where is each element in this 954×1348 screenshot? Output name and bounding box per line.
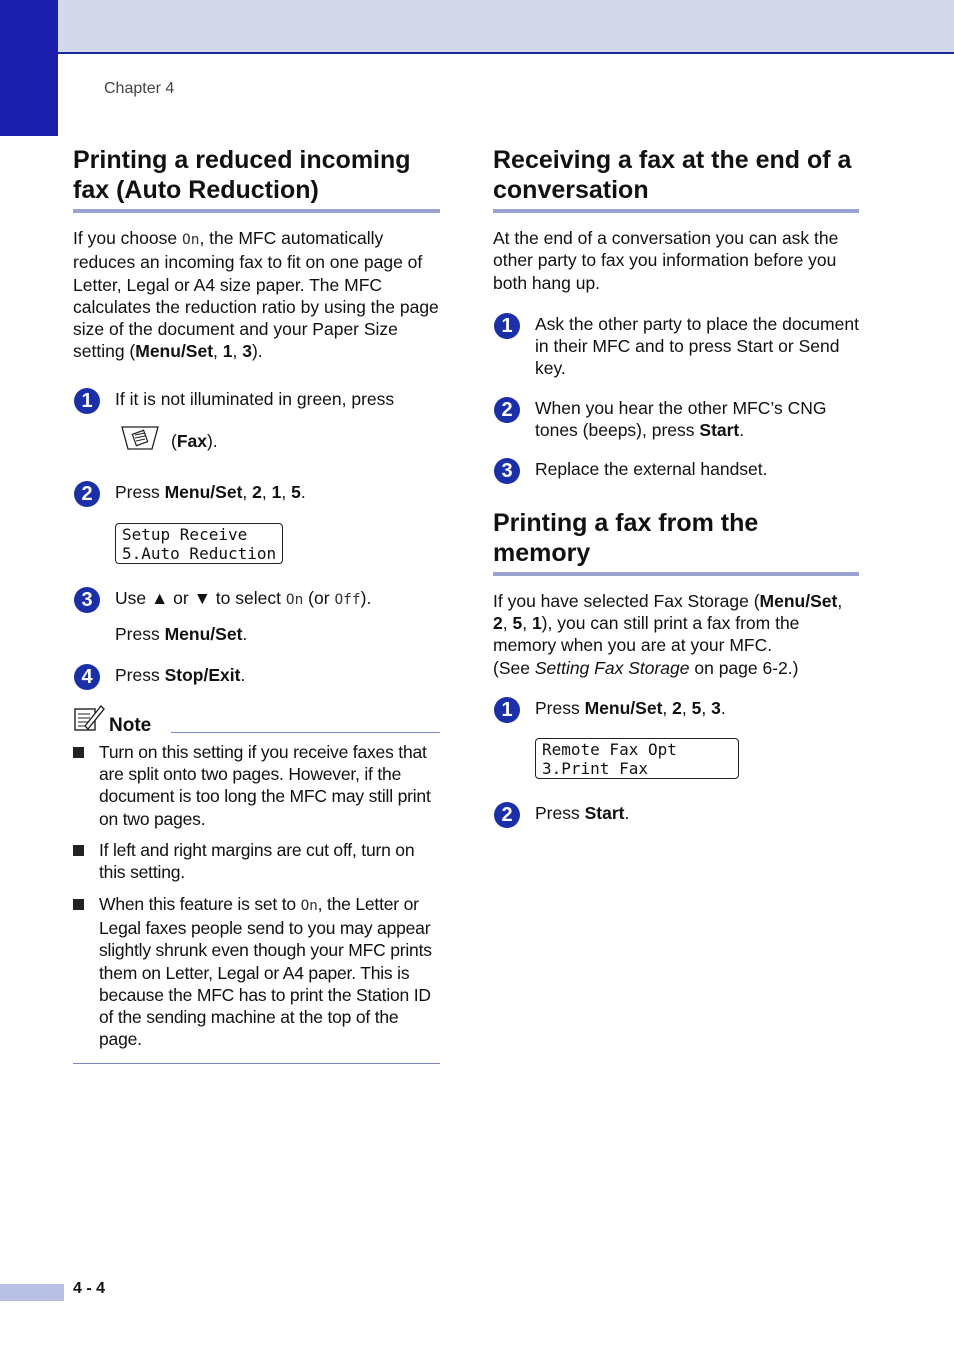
text: , the MFC automatically reduces an incoming fax to fit on one page of Letter, Legal or A4 size paper. The MFC calculates the reduction ratio by using the page size of the document and your Paper Size setting (	[73, 228, 439, 362]
section-title-receive-end-conversation	[493, 145, 859, 213]
chapter-label: Chapter 4	[104, 80, 175, 97]
key-menu-set: Menu/Set	[164, 482, 243, 503]
note-pencil-icon	[73, 704, 105, 737]
text: ,	[502, 612, 513, 633]
text: or	[168, 587, 194, 608]
key-start: Start	[584, 803, 625, 824]
step-2	[493, 397, 859, 442]
title-line: conversation	[493, 176, 649, 204]
text: on page 6-2.)	[689, 657, 799, 678]
step-3	[493, 458, 859, 483]
note-item	[73, 741, 440, 830]
step-text: If it is not illuminated in green, press	[115, 388, 395, 409]
intro-paragraph	[493, 590, 859, 679]
text: (or	[303, 587, 335, 608]
intro-paragraph	[73, 227, 440, 363]
text: ,	[242, 482, 253, 503]
title-line: fax (Auto Reduction)	[73, 176, 319, 204]
key-menu-set: Menu/Set	[135, 341, 214, 362]
key: 1	[531, 612, 542, 633]
text: ,	[261, 482, 272, 503]
text: ,	[681, 697, 692, 718]
step-number: 1	[494, 697, 520, 723]
text: ,	[662, 697, 673, 718]
key: 2	[493, 612, 503, 633]
text: .	[240, 664, 246, 685]
text: ,	[837, 590, 843, 611]
text: If you have selected Fax Storage (	[493, 590, 760, 611]
code-on: On	[300, 897, 318, 914]
step-number: 1	[494, 313, 520, 339]
text: Press	[115, 624, 165, 645]
title-line: memory	[493, 538, 591, 567]
text: .	[720, 697, 726, 718]
key: 5	[691, 697, 702, 718]
lcd-line: Remote Fax Opt	[542, 740, 677, 760]
text: ,	[701, 697, 712, 718]
key-menu-set: Menu/Set	[164, 624, 243, 645]
bullet-square-icon	[73, 845, 84, 856]
step-text: Replace the external handset.	[535, 459, 768, 480]
step-4	[73, 664, 440, 686]
step-1	[493, 697, 859, 780]
section-title-print-from-memory	[493, 508, 859, 576]
intro-paragraph: At the end of a conversation you can ask the other party to fax you information before you both hang up.	[493, 228, 839, 293]
step-3	[73, 587, 440, 646]
key: 5	[291, 482, 301, 503]
note-item	[73, 893, 440, 1051]
up-arrow-icon: ▲	[150, 587, 169, 608]
step-number: 2	[74, 481, 100, 507]
text: (See	[493, 657, 535, 678]
text: to select	[210, 587, 286, 608]
title-line: Printing a fax from the	[493, 508, 759, 537]
text: ), you can still print a fax from the memory when you are at your MFC.	[493, 612, 800, 656]
lcd-wrap	[535, 738, 859, 779]
fax-key-row	[115, 424, 440, 457]
note-header	[73, 704, 440, 737]
title-line: Receiving a fax at the end of a	[493, 146, 852, 174]
lcd-line: Setup Receive	[122, 524, 248, 544]
key: 1	[222, 341, 233, 362]
text: .	[300, 482, 306, 503]
code-on: On	[285, 591, 304, 608]
title-line: Printing a reduced incoming	[73, 146, 411, 174]
text: If you choose	[73, 228, 182, 248]
text: Use	[115, 587, 151, 608]
step-1	[493, 313, 859, 380]
text: ).	[360, 587, 372, 608]
footer-bar	[0, 1284, 64, 1301]
step-1	[73, 388, 440, 458]
key-menu-set: Menu/Set	[759, 590, 838, 611]
note-rule	[171, 732, 440, 733]
page-number: 4 - 4	[73, 1280, 106, 1297]
step-number: 2	[494, 397, 520, 423]
text: ).	[251, 341, 263, 362]
text: If left and right margins are cut off, turn on this setting.	[99, 840, 415, 883]
cross-reference: Setting Fax Storage	[534, 657, 690, 678]
text: .	[739, 420, 745, 441]
text: Turn on this setting if you receive faxes that are split onto two pages. However, if the document is too long the MFC may still print on two pages.	[99, 741, 431, 829]
step-2	[493, 802, 859, 827]
text: .	[624, 803, 630, 824]
key: 2	[252, 482, 262, 503]
lcd-line: 3.Print Fax	[542, 759, 648, 779]
left-column	[73, 145, 440, 1064]
text: Press	[535, 697, 585, 718]
text: Press	[535, 803, 585, 824]
fax-key-icon	[119, 424, 161, 457]
key-stop-exit: Stop/Exit	[164, 664, 241, 685]
text: When this feature is set to	[99, 893, 301, 914]
key: 2	[672, 697, 682, 718]
text: ,	[281, 482, 292, 503]
step-number: 3	[74, 587, 100, 613]
section-title-auto-reduction	[73, 145, 440, 213]
text: .	[242, 624, 248, 645]
step-number: 2	[494, 802, 520, 828]
key-fax: Fax	[176, 430, 207, 451]
step-number: 1	[74, 388, 100, 414]
bullet-square-icon	[73, 899, 84, 910]
right-column	[493, 145, 859, 825]
header-band	[0, 0, 954, 54]
text: Press	[115, 664, 165, 685]
text: (	[171, 430, 177, 451]
note-item	[73, 839, 440, 884]
code-on: On	[181, 232, 200, 248]
key: 5	[512, 612, 523, 633]
code-off: Off	[334, 591, 361, 608]
step-2	[73, 481, 440, 564]
lcd-line: 5.Auto Reduction	[122, 543, 277, 563]
lcd-wrap	[115, 523, 440, 564]
lcd-display	[115, 523, 283, 564]
step-text: Ask the other party to place the document in their MFC and to press Start or Send key.	[535, 313, 859, 379]
step-number: 4	[74, 664, 100, 690]
bullet-square-icon	[73, 747, 84, 758]
key: 3	[242, 341, 252, 362]
key: 3	[711, 697, 721, 718]
note-title: Note	[109, 714, 152, 736]
text: , the Letter or Legal faxes people send to you may appear slightly shrunk even though your MFC prints them on Letter, Legal or A4 paper. This is because the MFC has to print the Station ID of the sending machine at the top of the page.	[99, 893, 432, 1050]
note-end-rule	[73, 1063, 440, 1064]
text: ).	[206, 430, 218, 451]
chapter-tab-marker	[0, 0, 58, 136]
text: Press	[115, 482, 165, 503]
key-start: Start	[699, 420, 740, 441]
key-menu-set: Menu/Set	[584, 697, 663, 718]
key: 1	[271, 482, 282, 503]
text: ,	[232, 341, 243, 362]
text: When you hear the other MFC’s CNG tones (beeps), press	[535, 397, 827, 441]
down-arrow-icon: ▼	[193, 587, 211, 608]
text: ,	[522, 612, 532, 633]
step-3-press	[115, 623, 440, 645]
step-number: 3	[494, 458, 520, 484]
lcd-display	[535, 738, 739, 779]
text: ,	[213, 341, 223, 362]
